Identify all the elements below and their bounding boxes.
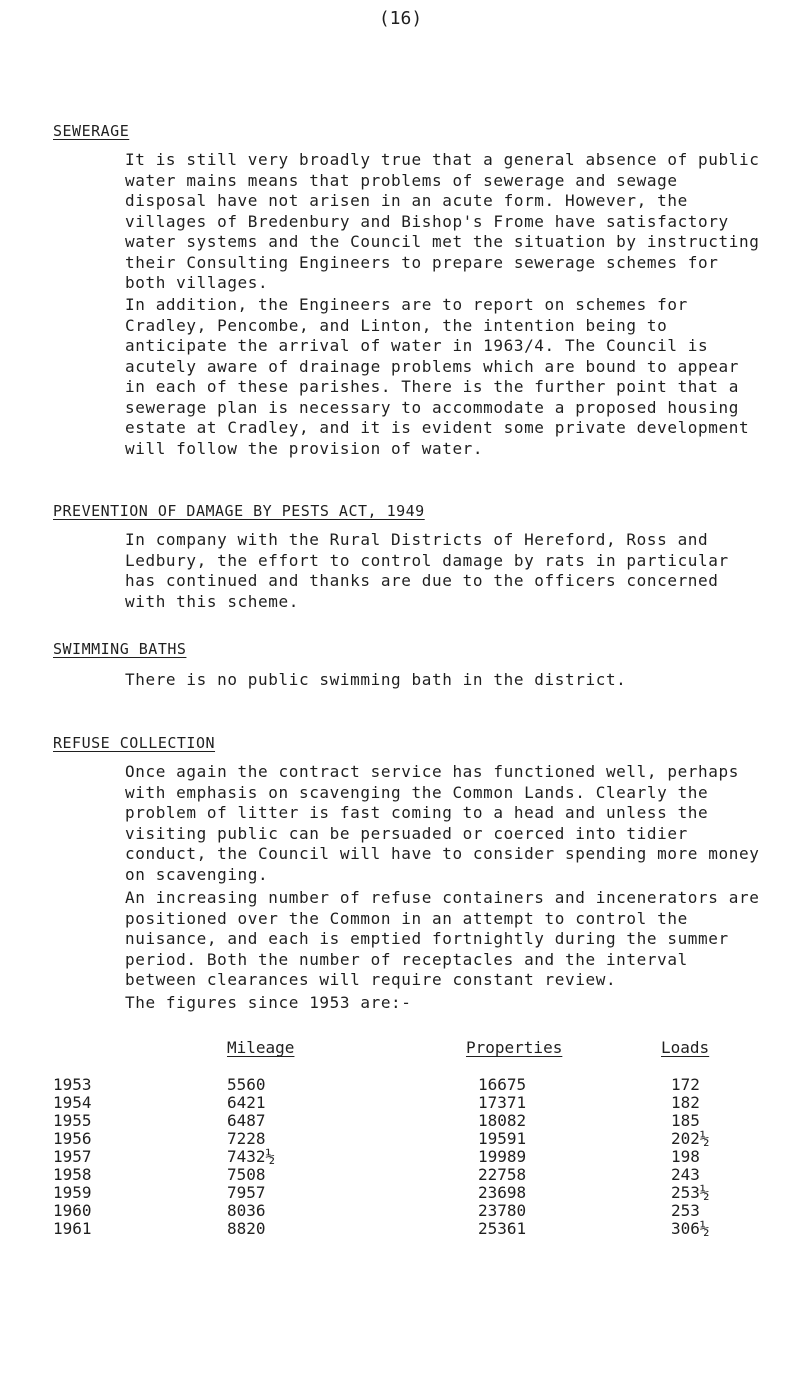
cell-properties: 22758 <box>478 1165 527 1184</box>
header-loads: Loads <box>661 1038 710 1057</box>
cell-loads: 202½ <box>671 1129 710 1148</box>
cell-loads: 185 <box>671 1111 700 1130</box>
cell-mileage: 7228 <box>227 1129 266 1148</box>
swimming-paragraph: There is no public swimming bath in the district. <box>125 670 627 689</box>
heading-refuse-collection: REFUSE COLLECTION <box>53 734 216 752</box>
refuse-figures-table <box>53 1038 753 1238</box>
refuse-paragraph-1: Once again the contract service has functioned well, perhaps with emphasis on scavenging the Common Lands. Clearly the problem of litter is fast coming to a head and unless the visiting public can be persuaded or coerced into tidier conduct, the Council will have to consider spending more money on scavenging. <box>125 762 770 884</box>
cell-properties: 23698 <box>478 1183 527 1202</box>
table-header <box>53 1038 753 1062</box>
table-row <box>53 1166 753 1184</box>
cell-loads: 253½ <box>671 1183 710 1202</box>
table-row <box>53 1112 753 1130</box>
table-row <box>53 1220 753 1238</box>
cell-loads: 182 <box>671 1093 700 1112</box>
cell-year: 1957 <box>53 1147 92 1166</box>
heading-pests-act: PREVENTION OF DAMAGE BY PESTS ACT, 1949 <box>53 502 425 520</box>
cell-year: 1961 <box>53 1219 92 1238</box>
cell-properties: 23780 <box>478 1201 527 1220</box>
cell-year: 1958 <box>53 1165 92 1184</box>
cell-properties: 18082 <box>478 1111 527 1130</box>
cell-year: 1955 <box>53 1111 92 1130</box>
pests-paragraph: In company with the Rural Districts of Hereford, Ross and Ledbury, the effort to control damage by rats in particular has continued and thanks are due to the officers concerned with this scheme. <box>125 530 739 611</box>
heading-swimming-baths: SWIMMING BATHS <box>53 640 187 658</box>
sewerage-paragraph-2: In addition, the Engineers are to report on schemes for Cradley, Pencombe, and Linton, the intention being to anticipate the arrival of water in 1963/4. The Council is acutely aware of drainage problems which are bound to appear in each of these parishes. There is the further point that a sewerage plan is necessary to accommodate a proposed housing estate at Cradley, and it is evident some private development will follow the provision of water. <box>125 295 760 458</box>
cell-year: 1953 <box>53 1075 92 1094</box>
cell-loads: 243 <box>671 1165 700 1184</box>
cell-loads: 306½ <box>671 1219 710 1238</box>
header-properties: Properties <box>466 1038 563 1057</box>
header-mileage: Mileage <box>227 1038 295 1057</box>
table-row <box>53 1094 753 1112</box>
cell-loads: 172 <box>671 1075 700 1094</box>
table-row <box>53 1202 753 1220</box>
cell-mileage: 6487 <box>227 1111 266 1130</box>
refuse-paragraph-2: An increasing number of refuse containers and incenerators are positioned over the Common in an attempt to control the nuisance, and each is emptied fortnightly during the summer period. Both the number of receptacles and the interval between clearances will require constant review. <box>125 888 770 989</box>
cell-mileage: 7432½ <box>227 1147 276 1166</box>
table-row <box>53 1076 753 1094</box>
cell-year: 1956 <box>53 1129 92 1148</box>
cell-properties: 19591 <box>478 1129 527 1148</box>
cell-mileage: 7957 <box>227 1183 266 1202</box>
cell-year: 1954 <box>53 1093 92 1112</box>
cell-properties: 25361 <box>478 1219 527 1238</box>
cell-year: 1959 <box>53 1183 92 1202</box>
heading-sewerage: SEWERAGE <box>53 122 130 140</box>
cell-mileage: 5560 <box>227 1075 266 1094</box>
cell-year: 1960 <box>53 1201 92 1220</box>
table-row <box>53 1130 753 1148</box>
sewerage-paragraph-1: It is still very broadly true that a general absence of public water mains means that problems of sewerage and sewage disposal have not arisen in an acute form. However, the villages of Bredenbury and Bishop's Frome have satisfactory water systems and the Council met the situation by instructing their Consulting Engineers to prepare sewerage schemes for both villages. <box>125 150 770 292</box>
cell-mileage: 7508 <box>227 1165 266 1184</box>
cell-mileage: 8820 <box>227 1219 266 1238</box>
page-number: (16) <box>378 8 423 29</box>
table-body <box>53 1076 753 1238</box>
cell-properties: 16675 <box>478 1075 527 1094</box>
cell-properties: 19989 <box>478 1147 527 1166</box>
cell-properties: 17371 <box>478 1093 527 1112</box>
refuse-paragraph-3: The figures since 1953 are:- <box>125 993 412 1012</box>
cell-loads: 253 <box>671 1201 700 1220</box>
table-row <box>53 1184 753 1202</box>
cell-loads: 198 <box>671 1147 700 1166</box>
cell-mileage: 6421 <box>227 1093 266 1112</box>
cell-mileage: 8036 <box>227 1201 266 1220</box>
table-row <box>53 1148 753 1166</box>
